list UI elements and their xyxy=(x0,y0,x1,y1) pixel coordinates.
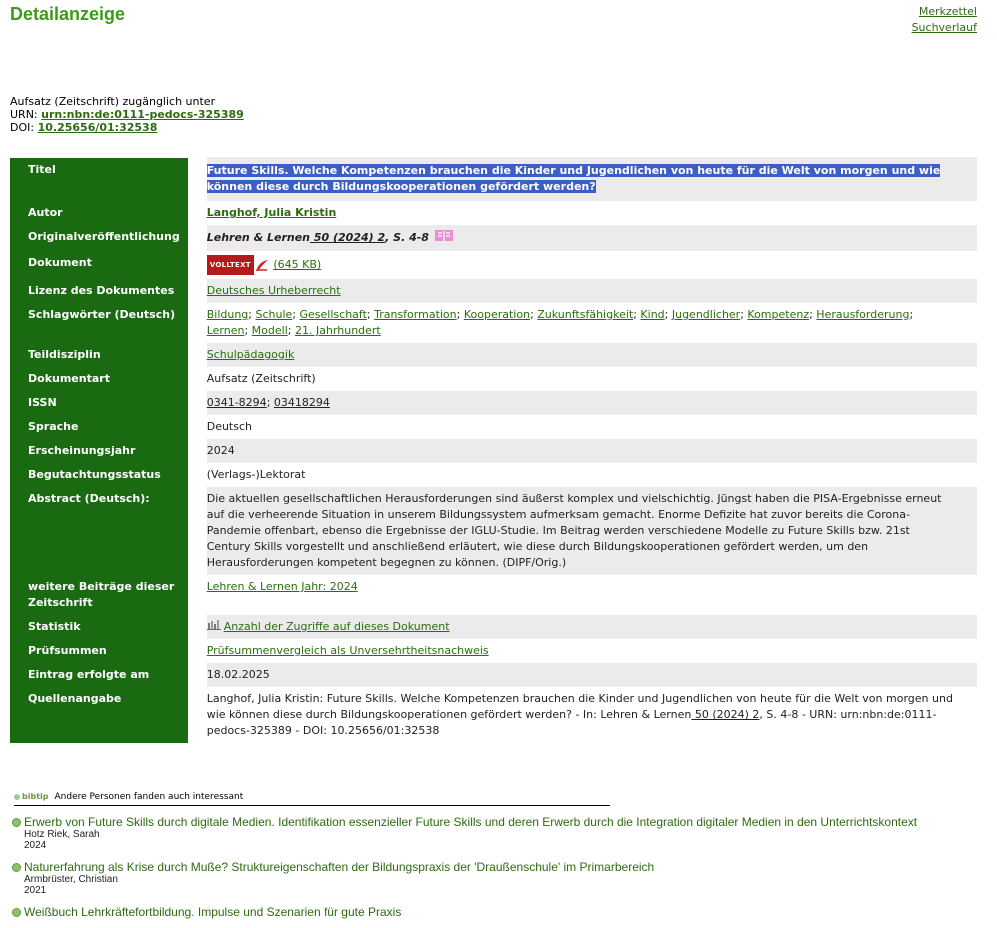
label-autor: Autor xyxy=(10,201,188,225)
keyword-link[interactable]: Transformation xyxy=(374,308,457,321)
label-begutachtung: Begutachtungsstatus xyxy=(10,463,188,487)
row-quellenangabe xyxy=(10,687,977,743)
abstract-text: Die aktuellen gesellschaftlichen Herausforderungen sind äußerst komplex und vielschichtig. Jüngst haben die PISA-Ergebnisse erneut auf die verheerende Situation in unserem Bildungssystem aufmerksam gemacht. Enorme Defizite hat zuvor bereits die Corona-Pandemie offenbart, ebenso die Ergebnisse der IGLU-Studie. Im Beitrag werden verschiedene Modelle zu Future Skills bzw. 21st Century Skills vorgestellt und anschließend erläutert, wie diese durch Bildungskooperationen gefördert werden, um den Herausforderungen kompetent begegnen zu können. (DIPF/Orig.) xyxy=(207,487,977,575)
recommendation-item xyxy=(12,860,987,896)
label-dokumentart: Dokumentart xyxy=(10,367,188,391)
label-teildisziplin: Teildisziplin xyxy=(10,343,188,367)
row-begutachtung xyxy=(10,463,977,487)
urn-label: URN: xyxy=(10,108,38,121)
keyword-link[interactable]: Gesellschaft xyxy=(299,308,367,321)
issn-link-2[interactable]: 03418294 xyxy=(273,396,330,409)
jahr-value: 2024 xyxy=(207,439,977,463)
keyword-link[interactable]: Bildung xyxy=(206,308,249,321)
keyword-link[interactable]: Schule xyxy=(255,308,293,321)
label-quellenangabe: Quellenangabe xyxy=(10,687,188,743)
label-dokument: Dokument xyxy=(10,251,188,279)
pruefsummen-link[interactable]: Prüfsummenvergleich als Unversehrtheitsnachweis xyxy=(206,644,489,657)
top-links xyxy=(912,4,977,36)
row-lizenz xyxy=(10,279,977,303)
label-erscheinungsjahr: Erscheinungsjahr xyxy=(10,439,188,463)
keyword-link[interactable]: Kompetenz xyxy=(747,308,810,321)
row-erscheinungsjahr xyxy=(10,439,977,463)
recommendation-link[interactable]: Weißbuch Lehrkräftefortbildung. Impulse und Szenarien für gute Praxis xyxy=(24,905,402,919)
pages: , S. 4-8 xyxy=(385,231,429,244)
quelle-issue-link[interactable]: 50 (2024) 2 xyxy=(691,708,760,721)
recommendation-author: Hotz Riek, Sarah xyxy=(24,829,100,840)
keyword-link[interactable]: Zukunftsfähigkeit xyxy=(537,308,634,321)
weitere-link[interactable]: Lehren & Lernen Jahr: 2024 xyxy=(206,580,358,593)
author-link[interactable]: Langhof, Julia Kristin xyxy=(206,206,337,219)
bullet-icon xyxy=(12,863,21,872)
keyword-link[interactable]: Herausforderung xyxy=(816,308,910,321)
label-original: Originalveröffentlichung xyxy=(10,225,188,251)
keyword-link[interactable]: Modell xyxy=(251,324,288,337)
label-schlagwoerter: Schlagwörter (Deutsch) xyxy=(10,303,188,343)
access-type: Aufsatz (Zeitschrift) zugänglich unter xyxy=(10,95,216,108)
keyword-link[interactable]: 21. Jahrhundert xyxy=(294,324,381,337)
label-pruefsummen: Prüfsummen xyxy=(10,639,188,663)
row-originalveroeffentlichung xyxy=(10,225,977,251)
row-dokument xyxy=(10,251,977,279)
issue-link[interactable]: 50 (2024) 2 xyxy=(310,231,386,244)
label-sprache: Sprache xyxy=(10,415,188,439)
label-eintrag: Eintrag erfolgte am xyxy=(10,663,188,687)
keyword-link[interactable]: Lernen xyxy=(206,324,245,337)
document-title: Future Skills. Welche Kompetenzen brauchen die Kinder und Jugendlichen von heute für die Welt von morgen und wie können diese durch Bildungskooperationen gefördert werden? xyxy=(206,164,941,193)
statistik-link[interactable]: Anzahl der Zugriffe auf dieses Dokument xyxy=(223,620,450,633)
bibtip-header xyxy=(14,792,610,806)
keyword-link[interactable]: Kind xyxy=(640,308,665,321)
volltext-button[interactable] xyxy=(207,255,270,275)
dokumentart-value: Aufsatz (Zeitschrift) xyxy=(207,367,977,391)
quelle-text-post: , S. 4-8 - URN: urn:nbn:de:0111-pedocs-325389 - DOI: 10.25656/01:32538 xyxy=(206,708,937,737)
row-schlagwoerter xyxy=(10,303,977,343)
page-title: Detailanzeige xyxy=(10,4,126,24)
row-issn: ISSN 0341-8294; 03418294 xyxy=(10,391,977,415)
sprache-value: Deutsch xyxy=(207,415,977,439)
row-weitere xyxy=(10,575,977,615)
recommendation-year: 2021 xyxy=(24,885,47,896)
detail-table xyxy=(10,156,977,743)
label-abstract: Abstract (Deutsch): xyxy=(10,487,188,575)
merkzettel-link[interactable]: Merkzettel xyxy=(918,5,977,18)
access-info xyxy=(10,95,244,134)
recommendation-link[interactable]: Erwerb von Future Skills durch digitale Medien. Identifikation essenzieller Future Skills und deren Erwerb durch die Integration digitaler Medien in den Unterrichtskontext xyxy=(24,815,918,829)
bibtip-heading: Andere Personen fanden auch interessant xyxy=(54,792,244,802)
book-icon[interactable] xyxy=(435,229,453,247)
row-titel xyxy=(10,157,977,201)
volltext-badge: VOLLTEXT xyxy=(207,255,254,275)
row-eintrag xyxy=(10,663,977,687)
recommendation-author: Armbrüster, Christian xyxy=(24,874,118,885)
recommendation-item xyxy=(12,905,987,919)
row-dokumentart xyxy=(10,367,977,391)
bar-chart-icon xyxy=(207,619,221,635)
bullet-icon xyxy=(12,908,21,917)
recommendation-link[interactable]: Naturerfahrung als Krise durch Muße? Struktureigenschaften der Bildungspraxis der 'Draußenschule' im Primarbereich xyxy=(24,860,655,874)
journal-name: Lehren & Lernen xyxy=(206,231,311,244)
row-sprache xyxy=(10,415,977,439)
label-issn: ISSN xyxy=(10,391,188,415)
row-abstract xyxy=(10,487,977,575)
teildisziplin-link[interactable]: Schulpädagogik xyxy=(206,348,295,361)
suchverlauf-link[interactable]: Suchverlauf xyxy=(911,21,977,34)
pdf-icon xyxy=(254,258,270,272)
quelle-text-pre: Langhof, Julia Kristin: Future Skills. Welche Kompetenzen brauchen die Kinder und Jugendlichen von heute für die Welt von morgen und wie können diese durch Bildungskooperationen gefördert werden? - In: Lehren & Lernen xyxy=(206,692,953,721)
label-lizenz: Lizenz des Dokumentes xyxy=(10,279,188,303)
keyword-list: Bildung; Schule; Gesellschaft; Transformation; Kooperation; Zukunftsfähigkeit; Kind; Jugendlicher; Kompetenz; Herausforderung; Lernen; Modell; 21. Jahrhundert xyxy=(207,303,977,343)
eintrag-value: 18.02.2025 xyxy=(207,663,977,687)
recommendation-list xyxy=(12,815,987,928)
recommendation-item xyxy=(12,815,987,851)
begutachtung-value: (Verlags-)Lektorat xyxy=(207,463,977,487)
label-weitere: weitere Beiträge dieser Zeitschrift xyxy=(10,575,188,615)
row-pruefsummen xyxy=(10,639,977,663)
keyword-link[interactable]: Kooperation xyxy=(463,308,531,321)
urn-link[interactable]: urn:nbn:de:0111-pedocs-325389 xyxy=(41,108,244,121)
keyword-link[interactable]: Jugendlicher xyxy=(671,308,741,321)
row-statistik xyxy=(10,615,977,639)
doi-label: DOI: xyxy=(10,121,35,134)
label-statistik: Statistik xyxy=(10,615,188,639)
license-link[interactable]: Deutsches Urheberrecht xyxy=(206,284,341,297)
label-titel: Titel xyxy=(10,157,188,201)
row-autor xyxy=(10,201,977,225)
bullet-icon xyxy=(12,818,21,827)
issn-link-1[interactable]: 0341-8294 xyxy=(206,396,267,409)
doi-link[interactable]: 10.25656/01:32538 xyxy=(37,121,158,134)
recommendation-year: 2024 xyxy=(24,840,47,851)
row-teildisziplin xyxy=(10,343,977,367)
file-size-link[interactable]: (645 KB) xyxy=(273,258,322,271)
bibtip-logo: bibtip xyxy=(14,792,49,801)
